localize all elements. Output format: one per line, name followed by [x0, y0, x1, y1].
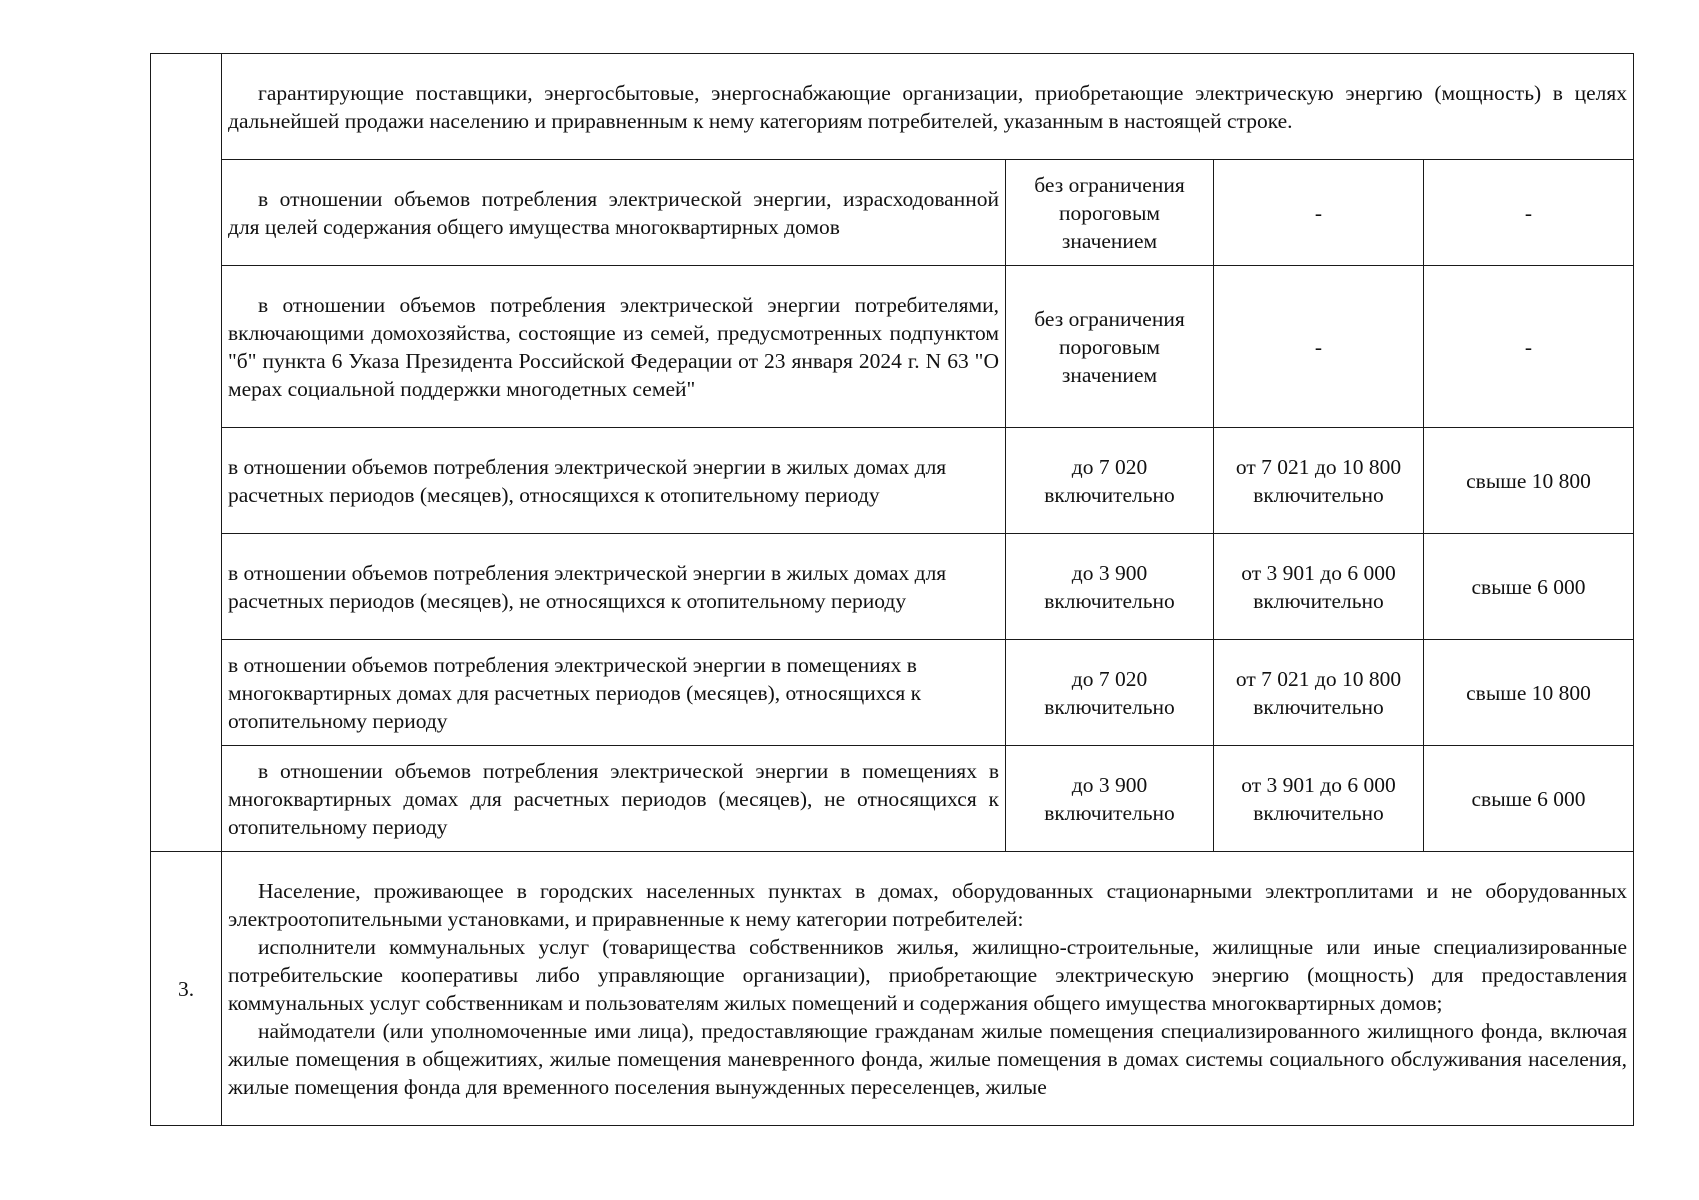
threshold-range-2: от 7 021 до 10 800 включительно: [1214, 640, 1424, 746]
threshold-range-1: до 7 020 включительно: [1006, 640, 1214, 746]
threshold-range-3: -: [1424, 266, 1634, 428]
intro-text: гарантирующие поставщики, энергосбытовые, энергоснабжающие организации, приобретающие электрическую энергию (мощность) в целях дальнейшей продажи населению и приравненным к нему категориям потребителей, указанным в настоящей строке.: [222, 54, 1634, 160]
section-paragraph: Население, проживающее в городских населенных пунктах в домах, оборудованных стационарными электроплитами и не оборудованных электроотопительными установками, и приравненные к нему категории потребителей:: [228, 878, 1628, 931]
threshold-range-2: от 3 901 до 6 000 включительно: [1214, 534, 1424, 640]
row-description: в отношении объемов потребления электрической энергии потребителями, включающими домохозяйства, состоящие из семей, предусмотренных подпунктом "б" пункта 6 Указа Президента Российской Федерации от 23 января 2024 г. N 63 "О мерах социальной поддержки многодетных семей": [222, 266, 1006, 428]
row-number-cell: [151, 54, 222, 160]
threshold-range-2: от 7 021 до 10 800 включительно: [1214, 428, 1424, 534]
threshold-range-3: свыше 10 800: [1424, 428, 1634, 534]
row-description: в отношении объемов потребления электрической энергии, израсходованной для целей содержания общего имущества многоквартирных домов: [222, 160, 1006, 266]
threshold-range-1: без ограничения пороговым значением: [1006, 266, 1214, 428]
table-row: [151, 160, 1634, 266]
table-row: [151, 266, 1634, 428]
tariff-table: [150, 53, 1634, 1126]
section-paragraph: исполнители коммунальных услуг (товарищества собственников жилья, жилищно-строительные, жилищные или иные специализированные потребительские кооперативы либо управляющие организации), приобретающие электрическую энергию (мощность) для предоставления коммунальных услуг собственникам и пользователям жилых помещений и содержания общего имущества многоквартирных домов;: [228, 934, 1628, 1015]
row-description: в отношении объемов потребления электрической энергии в помещениях в многоквартирных домах для расчетных периодов (месяцев), не относящихся к отопительному периоду: [222, 746, 1006, 852]
threshold-range-3: свыше 6 000: [1424, 746, 1634, 852]
threshold-range-1: без ограничения пороговым значением: [1006, 160, 1214, 266]
table-row: [151, 534, 1634, 640]
threshold-range-2: -: [1214, 160, 1424, 266]
table-row: [151, 428, 1634, 534]
table-row: [151, 640, 1634, 746]
section-paragraph: наймодатели (или уполномоченные ими лица), предоставляющие гражданам жилые помещения специализированного жилищного фонда, включая жилые помещения в общежитиях, жилые помещения маневренного фонда, жилые помещения в домах системы социального обслуживания населения, жилые помещения фонда для временного поселения вынужденных переселенцев, жилые: [228, 1018, 1628, 1099]
row-number-cell: [151, 746, 222, 852]
row-number-cell: [151, 266, 222, 428]
threshold-range-1: до 7 020 включительно: [1006, 428, 1214, 534]
row-description: в отношении объемов потребления электрической энергии в жилых домах для расчетных периодов (месяцев), относящихся к отопительному периоду: [222, 428, 1006, 534]
threshold-range-1: до 3 900 включительно: [1006, 746, 1214, 852]
row-number-cell: [151, 640, 222, 746]
row-description: в отношении объемов потребления электрической энергии в помещениях в многоквартирных домах для расчетных периодов (месяцев), относящихся к отопительному периоду: [222, 640, 1006, 746]
threshold-range-3: -: [1424, 160, 1634, 266]
threshold-range-3: свыше 10 800: [1424, 640, 1634, 746]
table-row: [151, 54, 1634, 160]
threshold-range-3: свыше 6 000: [1424, 534, 1634, 640]
threshold-range-2: от 3 901 до 6 000 включительно: [1214, 746, 1424, 852]
row-number-cell: [151, 160, 222, 266]
threshold-range-1: до 3 900 включительно: [1006, 534, 1214, 640]
row-number-cell: [151, 428, 222, 534]
section-number: 3.: [151, 852, 222, 1126]
section-3-text: [222, 852, 1634, 1126]
row-description: в отношении объемов потребления электрической энергии в жилых домах для расчетных периодов (месяцев), не относящихся к отопительному периоду: [222, 534, 1006, 640]
row-number-cell: [151, 534, 222, 640]
table-row: [151, 746, 1634, 852]
table-row: [151, 852, 1634, 1126]
threshold-range-2: -: [1214, 266, 1424, 428]
